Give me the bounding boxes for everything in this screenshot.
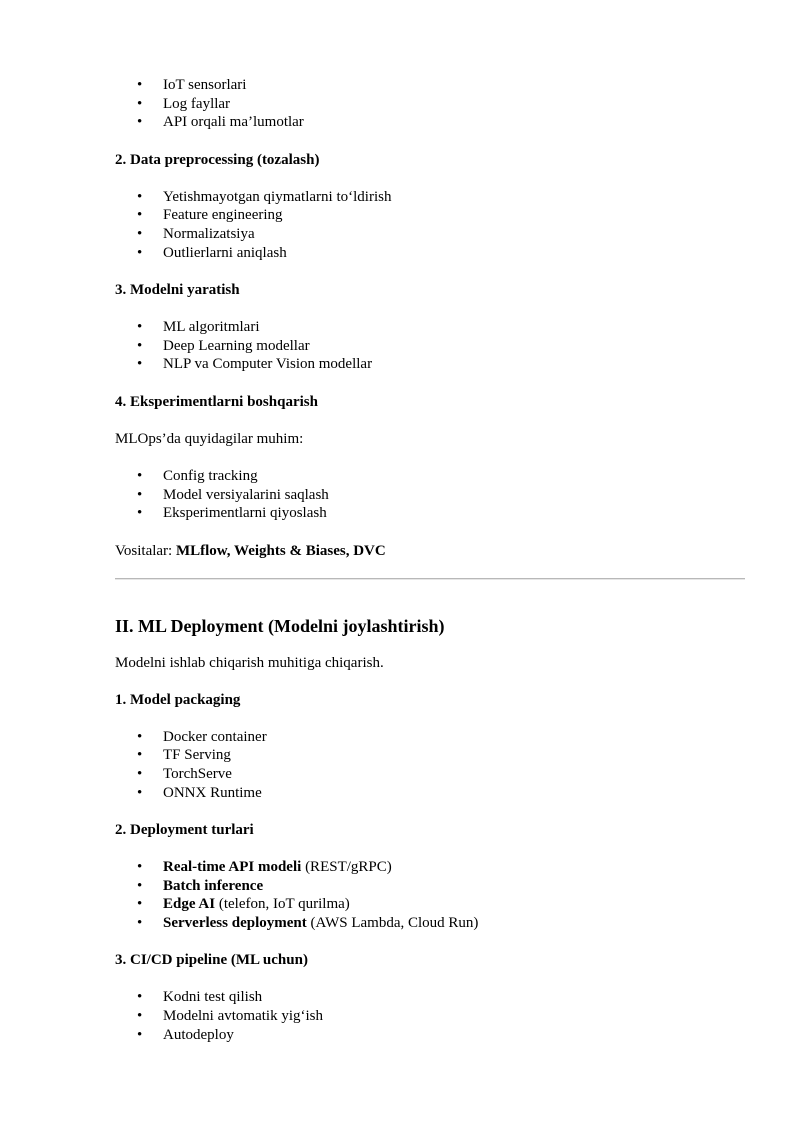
cicd-list: [115, 988, 745, 1044]
list-item: • ONNX Runtime: [115, 784, 745, 803]
cicd-heading: 3. CI/CD pipeline (ML uchun): [115, 952, 308, 969]
list-item: • Eksperimentlarni qiyoslash: [115, 504, 745, 523]
list-item: • Deep Learning modellar: [115, 337, 745, 356]
preprocessing-list: [115, 188, 745, 262]
experiments-intro: MLOps’da quyidagilar muhim:: [115, 430, 304, 447]
item-bold-text: Edge AI: [163, 896, 216, 913]
model-creation-heading: 3. Modelni yaratish: [115, 282, 240, 299]
list-item: • TF Serving: [115, 746, 745, 765]
list-item: • Docker container: [115, 728, 745, 747]
list-item: [115, 914, 745, 933]
list-item: [115, 858, 745, 877]
list-item: • Model versiyalarini saqlash: [115, 486, 745, 505]
list-item: • IoT sensorlari: [115, 76, 745, 95]
tools-label: Vositalar:: [115, 542, 176, 559]
item-bold-text: Serverless deployment: [163, 914, 307, 931]
item-text: (AWS Lambda, Cloud Run): [306, 914, 479, 931]
list-item: • TorchServe: [115, 765, 745, 784]
experiments-list: [115, 467, 745, 523]
list-item: • Yetishmayotgan qiymatlarni to‘ldirish: [115, 188, 745, 207]
packaging-list: [115, 728, 745, 802]
list-item: • NLP va Computer Vision modellar: [115, 355, 745, 374]
data-sources-list: [115, 76, 745, 132]
list-item: • Modelni avtomatik yig‘ish: [115, 1007, 745, 1026]
list-item: • Log fayllar: [115, 95, 745, 114]
list-item: • Outlierlarni aniqlash: [115, 244, 745, 263]
model-creation-list: [115, 318, 745, 374]
deployment-types-list: [115, 858, 745, 932]
section-divider: [115, 578, 745, 580]
packaging-heading: 1. Model packaging: [115, 691, 241, 708]
deployment-types-heading: 2. Deployment turlari: [115, 822, 254, 839]
list-item: • Kodni test qilish: [115, 988, 745, 1007]
deployment-title: II. ML Deployment (Modelni joylashtirish): [115, 615, 445, 636]
list-item: • Normalizatsiya: [115, 225, 745, 244]
document-page: [115, 76, 745, 1044]
item-bold-text: Batch inference: [163, 877, 264, 894]
tools-value: MLflow, Weights & Biases, DVC: [175, 542, 386, 559]
item-text: (REST/gRPC): [301, 859, 392, 876]
list-item: • ML algoritmlari: [115, 318, 745, 337]
list-item: [115, 877, 745, 896]
list-item: • API orqali ma’lumotlar: [115, 113, 745, 132]
item-bold-text: Real-time API modeli: [163, 859, 302, 876]
item-text: (telefon, IoT qurilma): [215, 896, 350, 913]
list-item: [115, 895, 745, 914]
preprocessing-heading: 2. Data preprocessing (tozalash): [115, 151, 320, 168]
list-item: • Autodeploy: [115, 1026, 745, 1045]
experiments-heading: 4. Eksperimentlarni boshqarish: [115, 393, 318, 410]
deployment-intro: Modelni ishlab chiqarish muhitiga chiqarish.: [115, 654, 384, 671]
list-item: • Feature engineering: [115, 206, 745, 225]
list-item: • Config tracking: [115, 467, 745, 486]
tools-line: [115, 542, 745, 560]
